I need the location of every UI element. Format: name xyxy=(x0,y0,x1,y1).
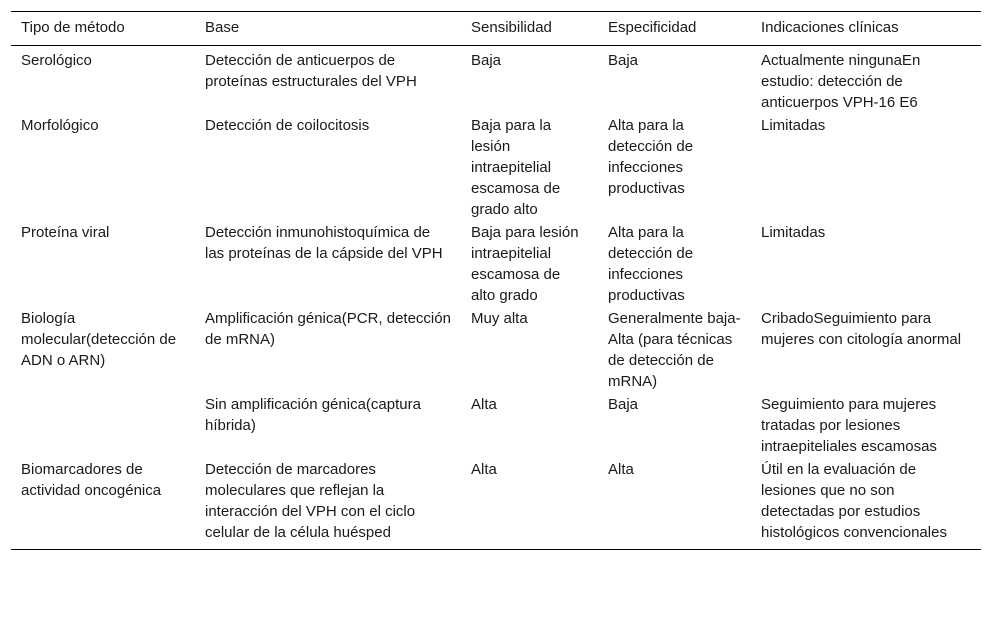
cell-tipo: Serológico xyxy=(21,52,92,69)
cell-sensibilidad: Muy alta xyxy=(471,310,528,327)
cell-especificidad: Alta para la detección de infecciones productivas xyxy=(608,117,694,197)
cell-indicaciones: Útil en la evaluación de lesiones que no son detectadas por estudios histológicos convencionales xyxy=(761,461,947,541)
table-body xyxy=(11,46,981,550)
cell-indicaciones: Limitadas xyxy=(761,117,826,134)
cell-sensibilidad: Baja xyxy=(471,52,502,69)
cell-especificidad: Baja xyxy=(608,52,639,69)
cell-tipo: Proteína viral xyxy=(21,224,110,241)
cell-base: Amplificación génica(PCR, detección de mRNA) xyxy=(205,310,451,348)
table-row xyxy=(11,306,981,392)
table-row xyxy=(11,46,981,114)
cell-especificidad: Generalmente baja-Alta (para técnicas de detección de mRNA) xyxy=(608,310,741,390)
table-header xyxy=(11,12,981,46)
table-row xyxy=(11,113,981,220)
header-indicaciones: Indicaciones clínicas xyxy=(761,19,899,36)
table-row xyxy=(11,392,981,457)
cell-indicaciones: Limitadas xyxy=(761,224,826,241)
cell-especificidad: Alta para la detección de infecciones productivas xyxy=(608,224,694,304)
cell-base: Detección de anticuerpos de proteínas estructurales del VPH xyxy=(205,52,417,90)
cell-base: Detección inmunohistoquímica de las proteínas de la cápside del VPH xyxy=(205,224,443,262)
cell-sensibilidad: Alta xyxy=(471,461,497,478)
cell-sensibilidad: Alta xyxy=(471,396,497,413)
cell-tipo: Biomarcadores de actividad oncogénica xyxy=(21,461,162,499)
header-tipo-metodo: Tipo de método xyxy=(21,19,125,36)
cell-indicaciones: CribadoSeguimiento para mujeres con citología anormal xyxy=(761,310,962,348)
cell-especificidad: Baja xyxy=(608,396,639,413)
cell-sensibilidad: Baja para la lesión intraepitelial escamosa de grado alto xyxy=(471,117,561,218)
cell-tipo: Morfológico xyxy=(21,117,99,134)
cell-indicaciones: Actualmente ningunaEn estudio: detección de anticuerpos VPH-16 E6 xyxy=(761,52,921,111)
cell-tipo: Biología molecular(detección de ADN o ARN) xyxy=(21,310,177,369)
hpv-methods-table xyxy=(11,11,981,550)
cell-especificidad: Alta xyxy=(608,461,634,478)
header-row xyxy=(11,12,981,46)
header-base: Base xyxy=(205,19,240,36)
cell-indicaciones: Seguimiento para mujeres tratadas por lesiones intraepiteliales escamosas xyxy=(761,396,937,455)
cell-base: Sin amplificación génica(captura híbrida) xyxy=(205,396,421,434)
table-row xyxy=(11,457,981,550)
header-especificidad: Especificidad xyxy=(608,19,697,36)
header-sensibilidad: Sensibilidad xyxy=(471,19,552,36)
cell-tipo xyxy=(11,392,195,457)
cell-sensibilidad: Baja para lesión intraepitelial escamosa de alto grado xyxy=(471,224,579,304)
cell-base: Detección de coilocitosis xyxy=(205,117,370,134)
table-row xyxy=(11,220,981,306)
cell-base: Detección de marcadores moleculares que reflejan la interacción del VPH con el ciclo celular de la célula huésped xyxy=(205,461,416,541)
